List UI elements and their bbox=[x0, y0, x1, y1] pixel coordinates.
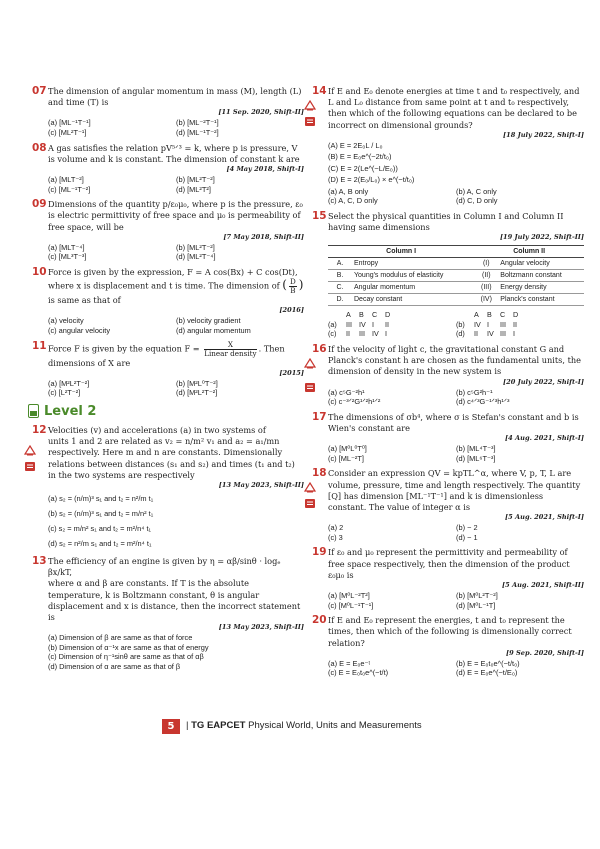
question-text: A gas satisfies the relation pV⁵ᐟ³ = k, where p is pressure, V is volume and k is constant. The dimension of constant k are bbox=[48, 142, 300, 164]
question-number: 08 bbox=[32, 141, 47, 154]
option-d: (d) [ML⁻¹T⁻²] bbox=[176, 128, 219, 137]
option-c: (c) c⁻³ᐟ²G¹ᐟ²h¹ᐟ² bbox=[328, 397, 381, 407]
match-header-cell: D bbox=[513, 310, 519, 320]
numerator: D bbox=[289, 277, 296, 287]
options bbox=[48, 491, 304, 551]
question-text-part: . Then bbox=[258, 343, 285, 354]
fraction bbox=[204, 341, 256, 358]
option-a: (a) velocity bbox=[48, 316, 84, 326]
question-text-part: units 1 and 2 are related as v₂ = n/m² v₁ and a₂ = a₁/mn bbox=[48, 436, 280, 447]
option-b: (b) s₂ = (n/m)³ s₁ and t₂ = m/n² t₁ bbox=[48, 508, 154, 518]
question-number: 19 bbox=[312, 546, 327, 559]
option-a bbox=[328, 320, 456, 330]
table-cell: Boltzmann constant bbox=[498, 270, 584, 282]
match-header bbox=[328, 310, 456, 320]
question-text-part: dimensions of X are bbox=[48, 357, 131, 368]
match-header-cell: D bbox=[385, 310, 391, 320]
question-09 bbox=[34, 199, 304, 262]
question-text: Select the physical quantities in Column I and Column II having same dimensions bbox=[328, 211, 564, 233]
page-number: 5 bbox=[162, 719, 180, 734]
option-b: (b) E = E₀t₀e^(−t/t₀) bbox=[456, 658, 520, 668]
option-d: (d) [ML²T²] bbox=[176, 184, 211, 194]
question-20 bbox=[314, 615, 584, 678]
level-heading bbox=[28, 404, 304, 419]
option-d: (d) [ML⁶T⁻³] bbox=[456, 453, 496, 463]
question-text bbox=[48, 425, 304, 481]
table-row bbox=[328, 294, 584, 306]
question-text-part: is same as that of bbox=[48, 295, 121, 306]
question-text: The dimension of angular momentum in mass (M), length (L) and time (T) is bbox=[48, 86, 302, 108]
option-d: (d) s₂ = n²/m s₁ and t₂ = m²/n⁴ t₁ bbox=[48, 538, 152, 548]
option-c: (c) [ML⁻²T] bbox=[328, 453, 364, 463]
left-column bbox=[34, 86, 304, 677]
option-c: (c) A, C, D only bbox=[328, 196, 378, 206]
page-footer bbox=[0, 719, 600, 735]
exam-hat-icon bbox=[304, 482, 316, 493]
match-header-cell: A bbox=[346, 310, 351, 320]
option-a: (a) 2 bbox=[328, 523, 344, 533]
option-d: (d) angular momentum bbox=[176, 325, 251, 335]
question-15 bbox=[314, 211, 584, 339]
options bbox=[48, 175, 304, 194]
options bbox=[328, 591, 584, 610]
exam-source: [2016] bbox=[279, 306, 304, 315]
table-cell: Energy density bbox=[498, 282, 584, 294]
match-header-cell: C bbox=[500, 310, 506, 320]
footer-subject: Physical World, Units and Measurements bbox=[248, 720, 422, 731]
match-cell: (c) bbox=[328, 329, 337, 339]
table-cell: A. bbox=[328, 258, 352, 270]
option-a: (a) s₂ = (n/m)³ s₁ and t₂ = n²/m t₁ bbox=[48, 493, 154, 503]
options bbox=[328, 523, 584, 542]
match-cell: IV bbox=[372, 329, 379, 339]
option-b: (b) [M²L⁰T⁻²] bbox=[176, 378, 218, 388]
option-c: (c) [ML⁻¹T⁻²] bbox=[48, 184, 91, 194]
match-header bbox=[456, 310, 584, 320]
option-a: (a) c⁵G⁻²h¹ bbox=[328, 387, 365, 397]
question-07 bbox=[34, 86, 304, 138]
book-icon bbox=[304, 116, 316, 127]
match-cell: II bbox=[385, 319, 389, 329]
option-c: (c) [ML²T⁻¹] bbox=[48, 128, 87, 137]
question-13 bbox=[34, 556, 304, 672]
option-a: (a) Dimension of β are same as that of force bbox=[48, 633, 193, 643]
option-d: (d) − 1 bbox=[456, 532, 478, 542]
exam-hat-icon bbox=[24, 445, 36, 456]
battery-icon bbox=[28, 404, 39, 418]
options bbox=[48, 243, 304, 262]
column-header: Column I bbox=[328, 246, 474, 258]
options bbox=[328, 659, 584, 678]
option-b: (b) − 2 bbox=[456, 523, 478, 533]
match-cell: (d) bbox=[456, 329, 465, 339]
question-17 bbox=[314, 412, 584, 464]
table-cell: D. bbox=[328, 294, 352, 306]
match-header-cell bbox=[456, 310, 474, 320]
equation-d: (D) E = 2(E₀/L₀) × e^(−t/t₀) bbox=[328, 175, 415, 185]
table-cell: Entropy bbox=[352, 258, 474, 270]
options bbox=[48, 316, 304, 335]
equation-a: (A) E = 2E₀L / L₀ bbox=[328, 140, 383, 150]
options bbox=[48, 633, 304, 671]
exam-source: [9 Sep. 2020, Shift-I] bbox=[506, 648, 584, 657]
match-cell: IV bbox=[474, 319, 481, 329]
option-c: (c) [M⁰L⁻¹T⁻¹] bbox=[328, 600, 374, 610]
option-d: (d) C, D only bbox=[456, 196, 498, 206]
option-b: (b) c⁵G²h⁻¹ bbox=[456, 387, 493, 397]
option-d bbox=[456, 329, 584, 339]
table-cell: Decay constant bbox=[352, 294, 474, 306]
question-text-part: Force is given by the expression, F = A cos(Bx) + C cos(Dt), where x is displacement and t is time. The dimension of bbox=[48, 266, 298, 291]
exam-source: [7 May 2018, Shift-II] bbox=[223, 232, 304, 241]
table-cell: Angular velocity bbox=[498, 258, 584, 270]
exam-source: [13 May 2023, Shift-II] bbox=[218, 480, 304, 489]
question-number: 17 bbox=[312, 410, 327, 423]
numerator: X bbox=[204, 341, 256, 350]
book-icon bbox=[24, 461, 36, 472]
exam-source: [20 July 2022, Shift-I] bbox=[503, 377, 584, 386]
option-a: (a) [M⁰L⁰T⁰] bbox=[328, 444, 367, 454]
option-c: (c) [L²T⁻²] bbox=[48, 388, 81, 398]
match-cell: (a) bbox=[328, 319, 337, 329]
table-row bbox=[328, 270, 584, 282]
option-c: (c) angular velocity bbox=[48, 325, 111, 335]
table-row bbox=[328, 258, 584, 270]
book-icon bbox=[304, 382, 316, 393]
question-number: 09 bbox=[32, 198, 47, 211]
question-16 bbox=[314, 344, 584, 407]
option-b bbox=[456, 320, 584, 330]
question-text: Force is given by the expression, F = A cos(Bx) + C cos(Dt), where x is displacement and t is time. The dimension of ( $\frac{D}{B}$ ) is same as that of bbox=[48, 266, 304, 306]
option-a: (a) [M⁰L⁻²T²] bbox=[328, 590, 370, 600]
question-number: 16 bbox=[312, 342, 327, 355]
match-cell: II bbox=[346, 329, 350, 339]
option-b: (b) Dimension of α⁻¹x are same as that of energy bbox=[48, 642, 209, 652]
question-text: If ε₀ and μ₀ represent the permittivity and permeability of free space respectively, then the dimension of the product ε₀μ₀ is bbox=[328, 547, 570, 580]
question-number: 20 bbox=[312, 614, 327, 627]
match-cell: III bbox=[346, 319, 352, 329]
match-cell: I bbox=[385, 329, 387, 339]
question-19 bbox=[314, 547, 584, 610]
option-d: (d) [M⁰L⁻¹T] bbox=[456, 600, 496, 610]
option-d: (d) [M²L²T⁻²] bbox=[176, 388, 218, 398]
table-cell: Young's modulus of elasticity bbox=[352, 270, 474, 282]
option-b: (b) A, C only bbox=[456, 186, 497, 196]
match-table bbox=[328, 245, 584, 306]
exam-source: [19 July 2022, Shift-II] bbox=[499, 233, 584, 242]
question-10 bbox=[34, 267, 304, 336]
exam-source: [5 Aug. 2021, Shift-I] bbox=[505, 513, 584, 522]
exam-source: [13 May 2023, Shift-II] bbox=[218, 623, 304, 632]
option-c: (c) Dimension of η⁻¹sinθ are same as that of αβ bbox=[48, 652, 204, 662]
option-b: (b) velocity gradient bbox=[176, 316, 241, 326]
option-c: (c) [ML³T⁻³] bbox=[48, 252, 87, 262]
equation-list bbox=[328, 140, 584, 186]
right-column bbox=[314, 86, 584, 683]
option-a: (a) [MLT⁻⁴] bbox=[48, 242, 85, 252]
question-number: 14 bbox=[312, 85, 327, 97]
match-header-cell: B bbox=[359, 310, 364, 320]
match-cell: III bbox=[359, 329, 365, 339]
exam-source: [4 May 2018, Shift-I] bbox=[226, 165, 304, 173]
exam-hat-icon bbox=[304, 100, 316, 111]
match-cell: I bbox=[487, 319, 489, 329]
question-text-part: The efficiency of an engine is given by η = αβ/sinθ · logₑ βx/kT, bbox=[48, 555, 281, 578]
table-cell: (I) bbox=[474, 258, 498, 270]
question-text-part: respectively. Here m and n are constants. Dimensionally relations between distances (s₁ and s₂) and times (t₁ and t₂) in the two systems are respectively bbox=[48, 447, 295, 480]
footer-text bbox=[186, 720, 422, 731]
match-header-cell bbox=[328, 310, 346, 320]
question-18 bbox=[314, 468, 584, 542]
question-text-part: Velocities (v) and accelerations (a) in two systems of bbox=[48, 424, 266, 435]
question-text: Consider an expression QV = kpTL^α, where V, p, T, L are volume, pressure, time and length respectively. The quantity [Q] has dimension [ML⁻¹T⁻¹] and k is dimensionless constant. The value of integer α is bbox=[328, 468, 581, 512]
question-text: If E and E₀ represent the energies, t and t₀ represent the times, then which of the following is dimensionally correct relation? bbox=[328, 615, 572, 648]
options bbox=[48, 118, 304, 137]
question-text-part: where α and β are constants. If T is the absolute temperature, k is Boltzmann constant, θ is angular displacement and x is distance, then the incorrect statement is bbox=[48, 578, 301, 622]
exam-source: [11 Sep. 2020, Shift-II] bbox=[218, 108, 304, 117]
options bbox=[328, 444, 584, 463]
question-08 bbox=[34, 143, 304, 195]
table-cell: (III) bbox=[474, 282, 498, 294]
book-icon bbox=[304, 498, 316, 509]
option-b: (b) [ML⁻²T⁻¹] bbox=[176, 118, 219, 128]
fraction bbox=[289, 278, 297, 295]
question-14 bbox=[314, 86, 584, 206]
question-11 bbox=[34, 341, 304, 398]
option-a: (a) [MLT⁻²] bbox=[48, 175, 84, 184]
option-c bbox=[328, 329, 456, 339]
question-number: 07 bbox=[32, 85, 47, 97]
equation-c: (C) E = 2(Le^(−L/E₀)) bbox=[328, 163, 398, 173]
match-cell: (b) bbox=[456, 319, 465, 329]
option-a: (a) [M²L²T⁻²] bbox=[48, 378, 90, 388]
exam-hat-icon bbox=[304, 358, 316, 369]
option-b: (b) [ML²T⁻²] bbox=[176, 242, 215, 252]
table-row bbox=[328, 282, 584, 294]
match-cell: IV bbox=[359, 319, 366, 329]
denominator: Linear density bbox=[204, 348, 257, 358]
column-header: Column II bbox=[474, 246, 584, 258]
option-c: (c) s₂ = m/n² s₁ and t₂ = m²/n⁴ t₁ bbox=[48, 523, 152, 533]
question-text: Dimensions of the quantity p/ε₀μ₀, where p is the pressure, ε₀ is electric permittivity of free space and μ₀ is permeability of free space, will be bbox=[48, 199, 303, 232]
match-header-cell: B bbox=[487, 310, 492, 320]
table-cell: Planck's constant bbox=[498, 294, 584, 306]
question-text-part: Force F is given by the equation F = bbox=[48, 343, 200, 354]
match-header-cell: C bbox=[372, 310, 378, 320]
option-a: (a) [ML⁻¹T⁻¹] bbox=[48, 118, 91, 128]
question-number: 18 bbox=[312, 467, 327, 480]
match-cell: II bbox=[474, 329, 478, 339]
level-title: Level 2 bbox=[44, 403, 97, 419]
exam-source: [4 Aug. 2021, Shift-I] bbox=[505, 434, 584, 443]
match-cell: III bbox=[500, 329, 506, 339]
match-options bbox=[328, 310, 584, 339]
table-cell: C. bbox=[328, 282, 352, 294]
question-text: If the velocity of light c, the gravitational constant G and Planck's constant h are chosen as the fundamental units, the dimension of density in the new system is bbox=[328, 343, 581, 377]
question-number: 12 bbox=[32, 423, 47, 436]
match-cell: III bbox=[500, 319, 506, 329]
options bbox=[328, 187, 584, 206]
match-cell: I bbox=[513, 329, 515, 339]
table-cell: (II) bbox=[474, 270, 498, 282]
option-d: (d) Dimension of α are same as that of β bbox=[48, 661, 181, 671]
exam-source: [5 Aug. 2021, Shift-II] bbox=[501, 580, 584, 589]
option-a: (a) A, B only bbox=[328, 186, 369, 196]
table-cell: (IV) bbox=[474, 294, 498, 306]
options bbox=[328, 388, 584, 407]
question-text: If E and E₀ denote energies at time t and t₀ respectively, and L and L₀ distance from same point at t and t₀ respectively, then which of the following equations can be declared to be incorrect on dimensional grounds? bbox=[328, 86, 580, 130]
question-12 bbox=[34, 425, 304, 551]
table-cell: Angular momentum bbox=[352, 282, 474, 294]
table-cell: B. bbox=[328, 270, 352, 282]
question-text: The dimensions of σb⁴, where σ is Stefan's constant and b is Wien's constant are bbox=[328, 411, 579, 433]
question-number: 15 bbox=[312, 210, 327, 222]
footer-separator: | bbox=[186, 720, 189, 731]
question-number: 10 bbox=[32, 265, 47, 278]
equation-b: (B) E = E₀e^(−2t/t₀) bbox=[328, 152, 392, 162]
match-header-cell: A bbox=[474, 310, 479, 320]
exam-source: [2015] bbox=[279, 368, 304, 377]
option-b: (b) [ML²T⁻²] bbox=[176, 175, 215, 184]
option-d: (d) [ML²T⁻⁴] bbox=[176, 252, 216, 262]
match-cell: IV bbox=[487, 329, 494, 339]
match-cell: I bbox=[372, 319, 374, 329]
option-d: (d) E = E₀e^(−t/E₀) bbox=[456, 668, 518, 678]
footer-brand: TG EAPCET bbox=[191, 720, 246, 731]
option-b: (b) [M⁰L²T⁻²] bbox=[456, 590, 498, 600]
question-text bbox=[48, 341, 304, 369]
option-b: (b) [ML⁴T⁻³] bbox=[456, 444, 496, 454]
match-cell: II bbox=[513, 319, 517, 329]
option-d: (d) c⁴ᐟ³G⁻¹ᐟ³h¹ᐟ³ bbox=[456, 397, 510, 407]
option-c: (c) 3 bbox=[328, 532, 343, 542]
exam-source: [18 July 2022, Shift-I] bbox=[503, 130, 584, 139]
question-text bbox=[48, 556, 304, 623]
option-c: (c) E = E₀t₀e^(−t/t) bbox=[328, 668, 389, 678]
option-a: (a) E = E₀e⁻ᵗ bbox=[328, 658, 371, 668]
question-number: 11 bbox=[32, 339, 47, 352]
question-number: 13 bbox=[32, 554, 47, 567]
options bbox=[48, 379, 304, 398]
denominator: B bbox=[290, 286, 296, 296]
